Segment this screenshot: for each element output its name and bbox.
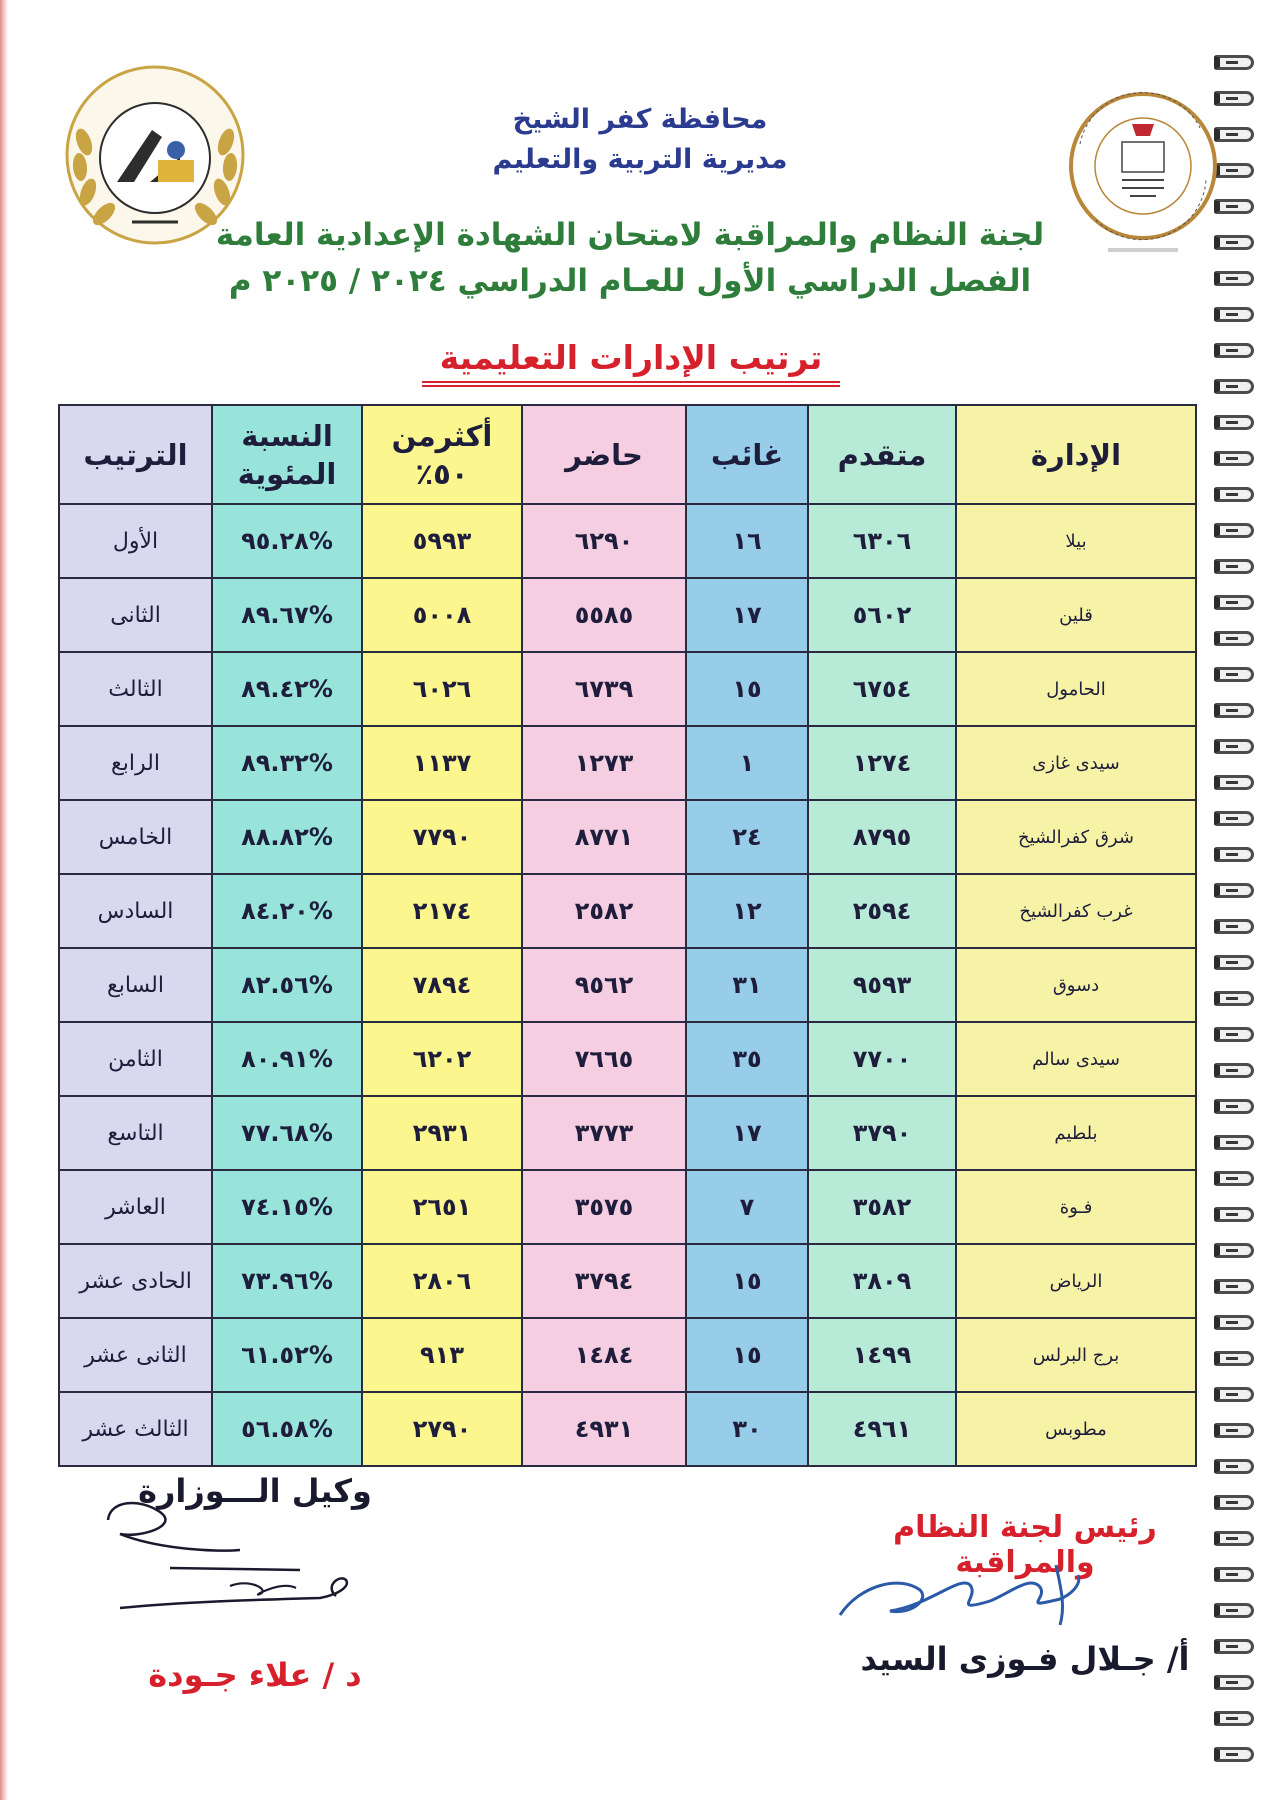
over50-cell: ٩١٣ [362,1318,522,1392]
binding-ring [1214,955,1254,970]
admin-cell: بيلا [956,504,1196,578]
binding-ring [1214,1279,1254,1294]
over50-cell: ٢١٧٤ [362,874,522,948]
present-cell: ٢٥٨٢ [522,874,686,948]
rank-cell: الثالث عشر [59,1392,212,1466]
admin-cell: فـوة [956,1170,1196,1244]
present-cell: ١٤٨٤ [522,1318,686,1392]
binding-ring [1214,1315,1254,1330]
admin-cell: شرق كفرالشيخ [956,800,1196,874]
over50-cell: ١١٣٧ [362,726,522,800]
binding-ring [1214,1495,1254,1510]
admin-cell: سيدى غازى [956,726,1196,800]
table-row [59,1392,1196,1466]
binding-ring [1214,415,1254,430]
binding-ring [1214,55,1254,70]
progressed-cell: ٣٧٩٠ [808,1096,956,1170]
present-cell: ٤٩٣١ [522,1392,686,1466]
page-subtitle: ترتيب الإدارات التعليمية [422,338,841,387]
ministry-logo [1060,84,1226,260]
rank-cell: الرابع [59,726,212,800]
binding-ring [1214,271,1254,286]
directorate-title: مديرية التربية والتعليم [492,144,788,175]
binding-ring [1214,451,1254,466]
progressed-cell: ١٤٩٩ [808,1318,956,1392]
table-row [59,652,1196,726]
binding-ring [1214,559,1254,574]
binding-ring [1214,1423,1254,1438]
committee-head-signature [820,1545,1100,1635]
committee-title: لجنة النظام والمراقبة لامتحان الشهادة الإعدادية العامة [215,217,1045,253]
header-rank: الترتيب [59,405,212,504]
absent-cell: ١٧ [686,1096,808,1170]
binding-ring [1214,775,1254,790]
rank-cell: الثانى [59,578,212,652]
binding-ring [1214,1459,1254,1474]
binding-ring [1214,1747,1254,1762]
present-cell: ٦٧٣٩ [522,652,686,726]
progressed-cell: ٦٣٠٦ [808,504,956,578]
absent-cell: ١٥ [686,1244,808,1318]
binding-ring [1214,811,1254,826]
table-header-row [59,405,1196,504]
ranking-table-wrap [60,404,1197,1467]
absent-cell: ١٧ [686,578,808,652]
absent-cell: ٣٥ [686,1022,808,1096]
progressed-cell: ١٢٧٤ [808,726,956,800]
admin-cell: غرب كفرالشيخ [956,874,1196,948]
admin-cell: قلين [956,578,1196,652]
binding-ring [1214,739,1254,754]
table-row [59,800,1196,874]
admin-cell: الرياض [956,1244,1196,1318]
percent-cell: %٨٩.٣٢ [212,726,362,800]
table-row [59,578,1196,652]
binding-ring [1214,1135,1254,1150]
committee-head-title: رئيس لجنة النظام والمراقبة [893,1510,1157,1580]
absent-cell: ١٦ [686,504,808,578]
binding-ring [1214,523,1254,538]
binding-ring [1214,487,1254,502]
progressed-cell: ٤٩٦١ [808,1392,956,1466]
progressed-cell: ٢٥٩٤ [808,874,956,948]
rank-cell: الحادى عشر [59,1244,212,1318]
admin-cell: دسوق [956,948,1196,1022]
header-titles [250,100,1030,180]
binding-ring [1214,307,1254,322]
rank-cell: السابع [59,948,212,1022]
over50-cell: ٢٨٠٦ [362,1244,522,1318]
table-row [59,1022,1196,1096]
subtitle-wrap [0,338,1262,387]
admin-cell: سيدى سالم [956,1022,1196,1096]
progressed-cell: ٣٨٠٩ [808,1244,956,1318]
governorate-title: محافظة كفر الشيخ [512,104,768,135]
table-row [59,948,1196,1022]
admin-cell: بلطيم [956,1096,1196,1170]
present-cell: ٣٧٧٣ [522,1096,686,1170]
present-cell: ٨٧٧١ [522,800,686,874]
admin-cell: الحامول [956,652,1196,726]
table-row [59,1170,1196,1244]
over50-cell: ٥٩٩٣ [362,504,522,578]
absent-cell: ٣٠ [686,1392,808,1466]
undersecretary-name: د / علاء جـودة [148,1656,362,1694]
rank-cell: السادس [59,874,212,948]
present-cell: ٣٥٧٥ [522,1170,686,1244]
over50-cell: ٦٢٠٢ [362,1022,522,1096]
binding-ring [1214,1675,1254,1690]
over50-cell: ٢٧٩٠ [362,1392,522,1466]
percent-cell: %٨٠.٩١ [212,1022,362,1096]
progressed-cell: ٣٥٨٢ [808,1170,956,1244]
percent-cell: %٨٩.٤٢ [212,652,362,726]
binding-ring [1214,1207,1254,1222]
over50-cell: ٢٦٥١ [362,1170,522,1244]
table-row [59,1096,1196,1170]
binding-ring [1214,1387,1254,1402]
binding-ring [1214,703,1254,718]
page-edge [0,0,8,1800]
progressed-cell: ٥٦٠٢ [808,578,956,652]
present-cell: ٧٦٦٥ [522,1022,686,1096]
absent-cell: ١٥ [686,652,808,726]
binding-ring [1214,1531,1254,1546]
rank-cell: الأول [59,504,212,578]
header-progressed: متقدم [808,405,956,504]
binding-ring [1214,1351,1254,1366]
table-row [59,1244,1196,1318]
progressed-cell: ٩٥٩٣ [808,948,956,1022]
semester-title: الفصل الدراسي الأول للعـام الدراسي ٢٠٢٤ / ٢٠٢٥ م [228,263,1032,299]
percent-cell: %٩٥.٢٨ [212,504,362,578]
present-cell: ٩٥٦٢ [522,948,686,1022]
over50-cell: ٦٠٢٦ [362,652,522,726]
admin-cell: مطوبس [956,1392,1196,1466]
table-row [59,1318,1196,1392]
binding-ring [1214,1171,1254,1186]
rank-cell: التاسع [59,1096,212,1170]
binding-ring [1214,667,1254,682]
admin-cell: برج البرلس [956,1318,1196,1392]
absent-cell: ٣١ [686,948,808,1022]
undersecretary-title: وكيل الـــوزارة [138,1472,372,1510]
binding-ring [1214,1603,1254,1618]
percent-cell: %٧٧.٦٨ [212,1096,362,1170]
binding-ring [1214,1243,1254,1258]
header-admin: الإدارة [956,405,1196,504]
over50-cell: ٧٧٩٠ [362,800,522,874]
binding-ring [1214,919,1254,934]
present-cell: ١٢٧٣ [522,726,686,800]
progressed-cell: ٨٧٩٥ [808,800,956,874]
over50-cell: ٧٨٩٤ [362,948,522,1022]
absent-cell: ٢٤ [686,800,808,874]
binding-ring [1214,847,1254,862]
binding-ring [1214,883,1254,898]
percent-cell: %٨٩.٦٧ [212,578,362,652]
percent-cell: %٦١.٥٢ [212,1318,362,1392]
percent-cell: %٧٣.٩٦ [212,1244,362,1318]
ranking-table [58,404,1197,1467]
rank-cell: الخامس [59,800,212,874]
percent-cell: %٥٦.٥٨ [212,1392,362,1466]
table-row [59,504,1196,578]
header-present: حاضر [522,405,686,504]
absent-cell: ١٢ [686,874,808,948]
binding-ring [1214,1063,1254,1078]
undersecretary-signature [100,1490,400,1630]
binding-ring [1214,595,1254,610]
percent-cell: %٨٤.٢٠ [212,874,362,948]
binding-ring [1214,1639,1254,1654]
rank-cell: العاشر [59,1170,212,1244]
committee-head-name: أ/ جـلال فـوزى السيد [860,1640,1190,1678]
binding-ring [1214,1711,1254,1726]
present-cell: ٦٢٩٠ [522,504,686,578]
header-percent: النسبة المئوية [212,405,362,504]
rank-cell: الثانى عشر [59,1318,212,1392]
absent-cell: ١٥ [686,1318,808,1392]
rank-cell: الثالث [59,652,212,726]
header-over50: أكثرمن ٥٠٪ [362,405,522,504]
percent-cell: %٧٤.١٥ [212,1170,362,1244]
present-cell: ٣٧٩٤ [522,1244,686,1318]
binding-ring [1214,1099,1254,1114]
header-absent: غائب [686,405,808,504]
binding-ring [1214,1027,1254,1042]
percent-cell: %٨٨.٨٢ [212,800,362,874]
rank-cell: الثامن [59,1022,212,1096]
binding-ring [1214,991,1254,1006]
table-row [59,874,1196,948]
progressed-cell: ٧٧٠٠ [808,1022,956,1096]
table-row [59,726,1196,800]
absent-cell: ٧ [686,1170,808,1244]
binding-ring [1214,1567,1254,1582]
binding-ring [1214,631,1254,646]
absent-cell: ١ [686,726,808,800]
percent-cell: %٨٢.٥٦ [212,948,362,1022]
progressed-cell: ٦٧٥٤ [808,652,956,726]
present-cell: ٥٥٨٥ [522,578,686,652]
over50-cell: ٥٠٠٨ [362,578,522,652]
over50-cell: ٢٩٣١ [362,1096,522,1170]
